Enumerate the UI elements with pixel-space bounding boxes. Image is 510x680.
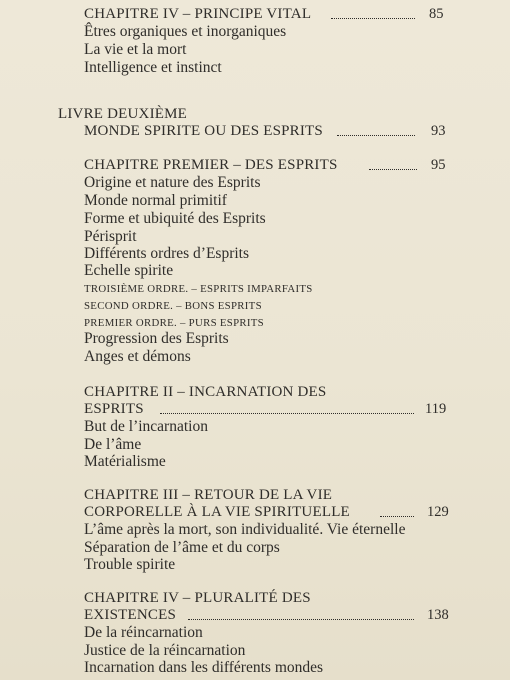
toc-item: De l’âme: [84, 436, 142, 453]
dot-leader: [369, 169, 417, 170]
toc-item: L’âme après la mort, son individualité. Vie éternelle: [84, 521, 406, 538]
page-number: 95: [431, 157, 446, 173]
toc-item: Origine et nature des Esprits: [84, 174, 261, 191]
toc-item: But de l’incarnation: [84, 418, 208, 435]
toc-item: De la réincarnation: [84, 624, 203, 641]
chapter-title: CHAPITRE PREMIER – DES ESPRITS: [84, 157, 338, 173]
toc-item: Êtres organiques et inorganiques: [84, 23, 287, 40]
toc-item: La vie et la mort: [84, 41, 187, 58]
toc-item: Matérialisme: [84, 453, 166, 470]
dot-leader: [331, 18, 415, 19]
toc-item: Forme et ubiquité des Esprits: [84, 210, 266, 227]
page-number: 138: [427, 607, 449, 623]
chapter-title: CHAPITRE II – INCARNATION DES: [84, 384, 327, 400]
toc-subitem: TROISIÈME ORDRE. – ESPRITS IMPARFAITS: [84, 283, 313, 295]
part-subtitle: MONDE SPIRITE OU DES ESPRITS: [84, 123, 323, 139]
toc-subitem: SECOND ORDRE. – BONS ESPRITS: [84, 300, 262, 312]
toc-item: Progression des Esprits: [84, 330, 229, 347]
dot-leader: [188, 619, 414, 620]
chapter-title: CHAPITRE IV – PLURALITÉ DES: [84, 590, 311, 606]
toc-item: Monde normal primitif: [84, 192, 227, 209]
page-number: 119: [425, 401, 447, 417]
dot-leader: [380, 516, 414, 517]
chapter-title-cont: ESPRITS: [84, 401, 144, 417]
chapter-title-cont: CORPORELLE À LA VIE SPIRITUELLE: [84, 504, 350, 520]
toc-item: Justice de la réincarnation: [84, 642, 246, 659]
chapter-title: CHAPITRE IV – PRINCIPE VITAL: [84, 6, 312, 22]
page-number: 129: [427, 504, 449, 520]
toc-item: Incarnation dans les différents mondes: [84, 659, 324, 676]
chapter-title: CHAPITRE III – RETOUR DE LA VIE: [84, 487, 333, 503]
page-number: 93: [431, 123, 446, 139]
toc-item: Echelle spirite: [84, 262, 174, 279]
toc-subitem: PREMIER ORDRE. – PURS ESPRITS: [84, 317, 264, 329]
toc-item: Séparation de l’âme et du corps: [84, 539, 280, 556]
page-number: 85: [429, 6, 444, 22]
dot-leader: [160, 413, 414, 414]
toc-item: Intelligence et instinct: [84, 59, 222, 76]
toc-item: Différents ordres d’Esprits: [84, 245, 250, 262]
part-heading: LIVRE DEUXIÈME: [58, 106, 188, 122]
dot-leader: [337, 135, 415, 136]
toc-item: Anges et démons: [84, 348, 191, 365]
chapter-title-cont: EXISTENCES: [84, 607, 176, 623]
toc-item: Trouble spirite: [84, 556, 176, 573]
toc-item: Périsprit: [84, 228, 137, 245]
